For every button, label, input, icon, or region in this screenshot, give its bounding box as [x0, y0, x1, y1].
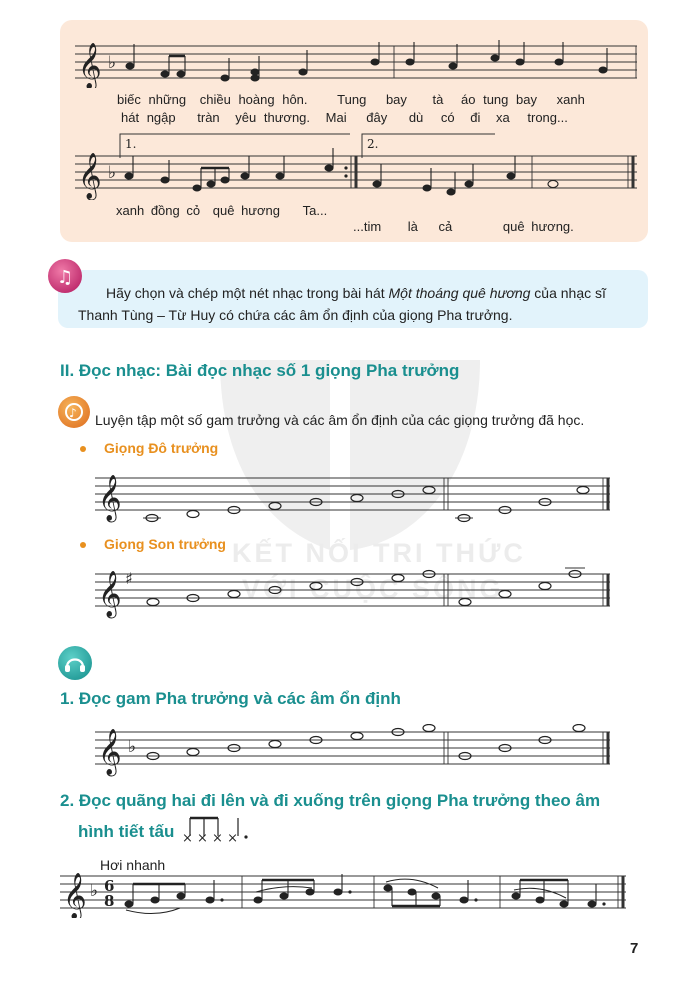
svg-text:♫: ♫: [57, 267, 74, 288]
bullet: [80, 542, 86, 548]
svg-text:𝄞: 𝄞: [78, 153, 102, 199]
f-major-scale-staff: [95, 724, 615, 779]
lyric-row-2b: ...tim là cả quê hương.: [353, 219, 574, 234]
time-signature-top: 6: [104, 877, 115, 895]
svg-text:𝄞: 𝄞: [98, 729, 122, 775]
exercise-2-title-line-1: 2. Đọc quãng hai đi lên và đi xuống trên giọng Pha trưởng theo âm: [60, 791, 601, 810]
page-number: 7: [630, 940, 639, 957]
practice-icon: [58, 396, 90, 428]
volta-1: 1.: [125, 137, 137, 151]
svg-text:♭: ♭: [90, 881, 99, 901]
svg-text:♯: ♯: [125, 569, 133, 588]
lyric-row-2a: xanh đồng cỏ quê hương Ta...: [116, 203, 328, 218]
watermark-line-2: VỚI CUỘC SỐNG: [242, 574, 504, 604]
exercise-2-title-line-2: hình tiết tấu: [78, 822, 175, 841]
lyric-row-1b: hát ngập tràn yêu thương. Mai đây dù có đi xa trong...: [121, 110, 568, 125]
tempo-marking: Hơi nhanh: [100, 857, 166, 873]
svg-text:♭: ♭: [108, 53, 117, 73]
activity-instruction: Hãy chọn và chép một nét nhạc trong bài hát Một thoáng quê hương của nhạc sĩ Thanh Tùng – Từ Huy có chứa các âm ổn định của giọng Pha trưởng.: [78, 285, 606, 323]
bullet: [80, 446, 86, 452]
practice-intro: Luyện tập một số gam trưởng và các âm ổn định của các giọng trưởng đã học.: [95, 412, 585, 428]
song-staff-row-2: [75, 130, 645, 200]
interval-exercise-staff: [60, 868, 630, 918]
svg-text:× × × ×: × × × ×: [182, 831, 238, 844]
volta-2: 2.: [367, 137, 379, 151]
section-2-title: II. Đọc nhạc: Bài đọc nhạc số 1 giọng Pha trưởng: [60, 361, 460, 380]
g-major-heading: Giọng Son trưởng: [104, 536, 226, 552]
lyric-row-1a: biếc những chiều hoàng hôn. Tung bay tà áo tung bay xanh: [117, 92, 585, 107]
svg-text:𝄞: 𝄞: [63, 873, 87, 918]
music-activity-icon: [48, 259, 82, 293]
svg-text:♭: ♭: [108, 163, 117, 183]
c-major-heading: Giọng Đô trưởng: [104, 440, 219, 456]
rhythm-pattern: [180, 812, 260, 844]
svg-text:♭: ♭: [128, 737, 137, 757]
c-major-scale-staff: [95, 470, 615, 525]
headphones-icon: [58, 646, 92, 680]
watermark-line-1: KẾT NỐI TRI THỨC: [232, 538, 526, 568]
svg-text:𝄞: 𝄞: [78, 43, 102, 88]
svg-text:♪: ♪: [69, 406, 77, 420]
song-staff-row-1: [75, 38, 645, 88]
exercise-1-title: 1. Đọc gam Pha trưởng và các âm ổn định: [60, 689, 401, 708]
svg-text:𝄞: 𝄞: [98, 475, 122, 521]
song-title: Một thoáng quê hương: [388, 285, 531, 301]
svg-text:𝄞: 𝄞: [98, 571, 122, 617]
g-major-scale-staff: [95, 566, 615, 621]
time-signature-bottom: 8: [104, 892, 115, 910]
